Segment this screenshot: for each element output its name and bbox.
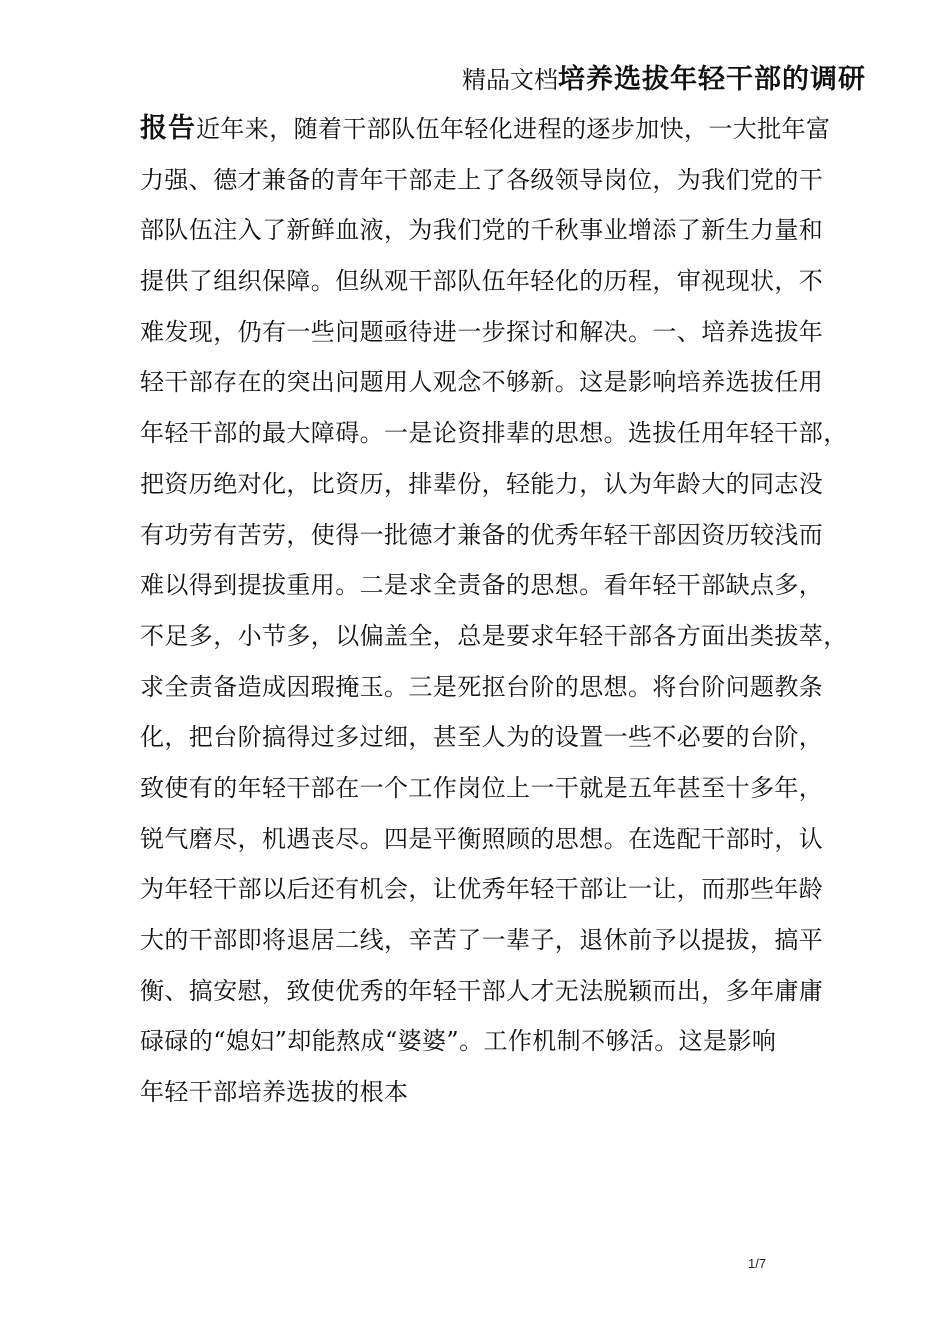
text-line (140, 104, 868, 155)
text-line: 力强、德才兼备的青年干部走上了各级领导岗位，为我们党的干 (140, 165, 824, 194)
text-line: 难以得到提拔重用。二是求全责备的思想。看年轻干部缺点多， (140, 571, 824, 600)
text-line: 不足多，小节多，以偏盖全，总是要求年轻干部各方面出类拔萃， (140, 621, 848, 650)
text-line-content: 近年来，随着干部队伍年轻化进程的逐步加快，一大批年富 (196, 115, 831, 143)
text-line: 锐气磨尽，机遇丧尽。四是平衡照顾的思想。在选配干部时，认 (140, 824, 824, 853)
text-line: 为年轻干部以后还有机会，让优秀年轻干部让一让，而那些年龄 (140, 875, 824, 904)
text-line: 部队伍注入了新鲜血液，为我们党的千秋事业增添了新生力量和 (140, 216, 824, 245)
text-line: 把资历绝对化，比资历，排辈份，轻能力，认为年龄大的同志没 (140, 469, 824, 498)
document-title: 培养选拔年轻干部的调研 (558, 64, 866, 95)
text-line: 年轻干部的最大障碍。一是论资排辈的思想。选拔任用年轻干部， (140, 419, 848, 448)
text-line: 提供了组织保障。但纵观干部队伍年轻化的历程，审视现状，不 (140, 267, 824, 296)
text-line: 有功劳有苦劳，使得一批德才兼备的优秀年轻干部因资历较浅而 (140, 520, 824, 549)
page-number: 1/7 (748, 1256, 767, 1271)
document-title-continuation: 报告 (140, 113, 196, 144)
text-line: 轻干部存在的突出问题用人观念不够新。这是影响培养选拔任用 (140, 368, 824, 397)
text-line: 难发现，仍有一些问题亟待进一步探讨和解决。一、培养选拔年 (140, 317, 824, 346)
text-line: 化，把台阶搞得过多过细，甚至人为的设置一些不必要的台阶， (140, 723, 824, 752)
source-label: 精品文档 (462, 66, 558, 94)
document-header (0, 60, 866, 103)
text-line: 大的干部即将退居二线，辛苦了一辈子，退休前予以提拔，搞平 (140, 926, 824, 954)
text-line: 衡、搞安慰，致使优秀的年轻干部人才无法脱颖而出，多年庸庸 (140, 976, 824, 1005)
text-line: 致使有的年轻干部在一个工作岗位上一干就是五年甚至十多年， (140, 773, 824, 802)
text-line: 碌碌的“媳妇”却能熬成“婆婆”。工作机制不够活。这是影响 (140, 1027, 777, 1056)
text-line: 求全责备造成因瑕掩玉。三是死抠台阶的思想。将台阶问题教条 (140, 672, 824, 701)
body-text (140, 104, 868, 1118)
text-line: 年轻干部培养选拔的根本 (140, 1078, 409, 1107)
